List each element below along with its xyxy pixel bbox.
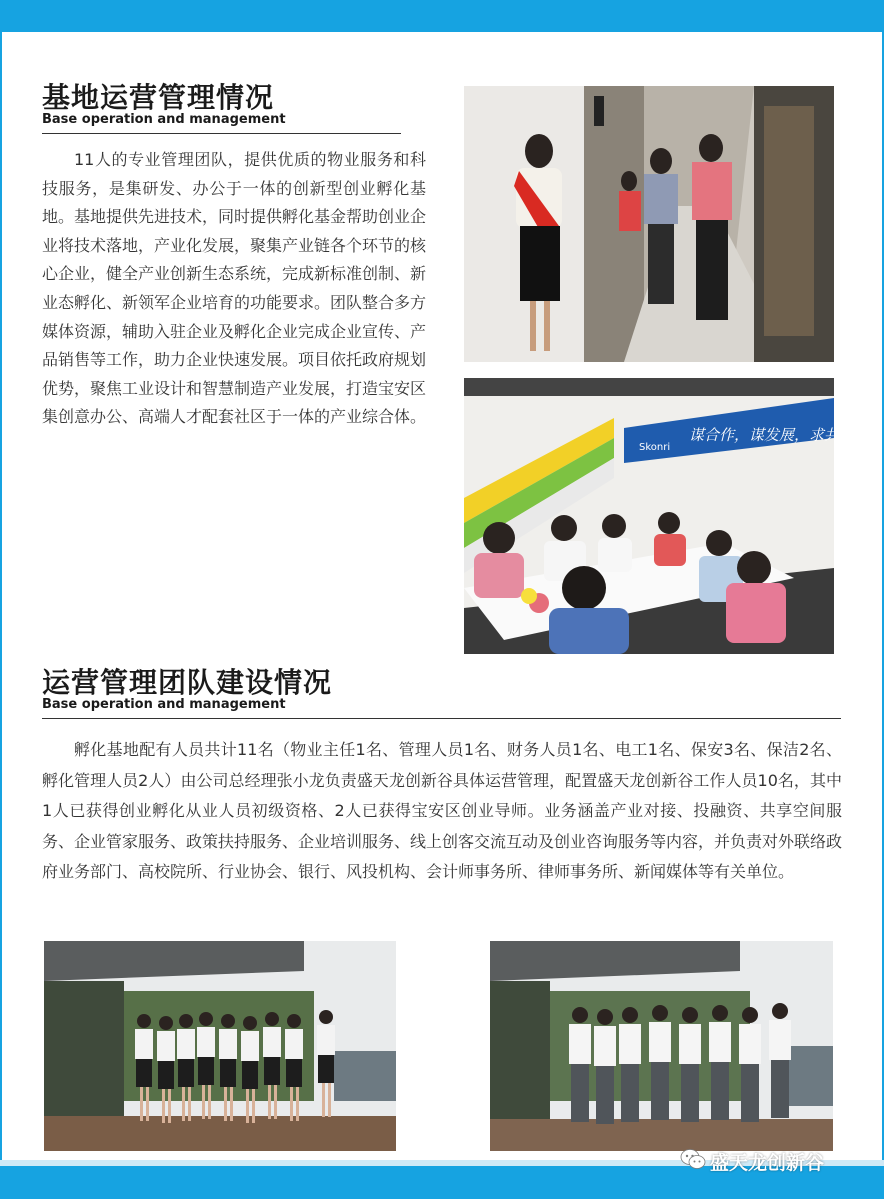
photo-meeting-room	[464, 378, 870, 654]
photo-female-team	[44, 941, 396, 1151]
section2-title: 运营管理团队建设情况	[42, 666, 333, 699]
section1-paragraph: 11人的专业管理团队，提供优质的物业服务和科技服务，是集研发、办公于一体的创新型创业孵化基地。基地提供先进技术，同时提供孵化基金帮助创业企业将技术落地，产业化发展，聚集产业链各个环节的核心企业，健全产业创新生态系统，完成新标准创制、新业态孵化、新领军企业培育的功能要求。团队整合多方媒体资源，辅助入驻企业及孵化企业完成企业宣传、产品销售等工作，助力企业快速发展。项目依托政府规划优势，聚焦工业设计和智慧制造产业发展，打造宝安区集创意办公、高端人才配套社区于一体的产业综合体。	[42, 150, 427, 427]
photo-corridor-visit	[464, 86, 834, 362]
section2-subtitle: Base operation and management	[42, 697, 286, 712]
section1-title: 基地运营管理情况	[42, 81, 275, 114]
top-accent-bar	[0, 0, 884, 32]
left-border	[0, 32, 2, 1160]
section2-rule	[42, 718, 841, 719]
banner-logo: Skonri	[639, 442, 671, 453]
watermark	[680, 1146, 824, 1176]
section1-subtitle: Base operation and management	[42, 112, 286, 127]
watermark-text: 盛天龙创新谷	[710, 1151, 825, 1174]
section2-paragraph: 孵化基地配有人员共计11名（物业主任1名、管理人员1名、财务人员1名、电工1名、保安3名、保洁2名、孵化管理人员2人）由公司总经理张小龙负责盛天龙创新谷具体运营管理，配置盛天龙创新谷工作人员10名，其中1人已获得创业孵化从业人员初级资格、2人已获得宝安区创业导师。业务涵盖产业对接、投融资、共享空间服务、企业管家服务、政策扶持服务、企业培训服务、线上创客交流互动及创业咨询服务等内容，并负责对外联络政府业务部门、高校院所、行业协会、银行、风投机构、会计师事务所、律师事务所、新闻媒体等有关单位。	[42, 740, 843, 881]
photo-male-team	[490, 941, 833, 1151]
banner-slogan: 谋合作，谋发展，求共赢！	[689, 426, 870, 444]
wechat-icon	[680, 1148, 706, 1174]
section1-rule	[42, 133, 401, 134]
